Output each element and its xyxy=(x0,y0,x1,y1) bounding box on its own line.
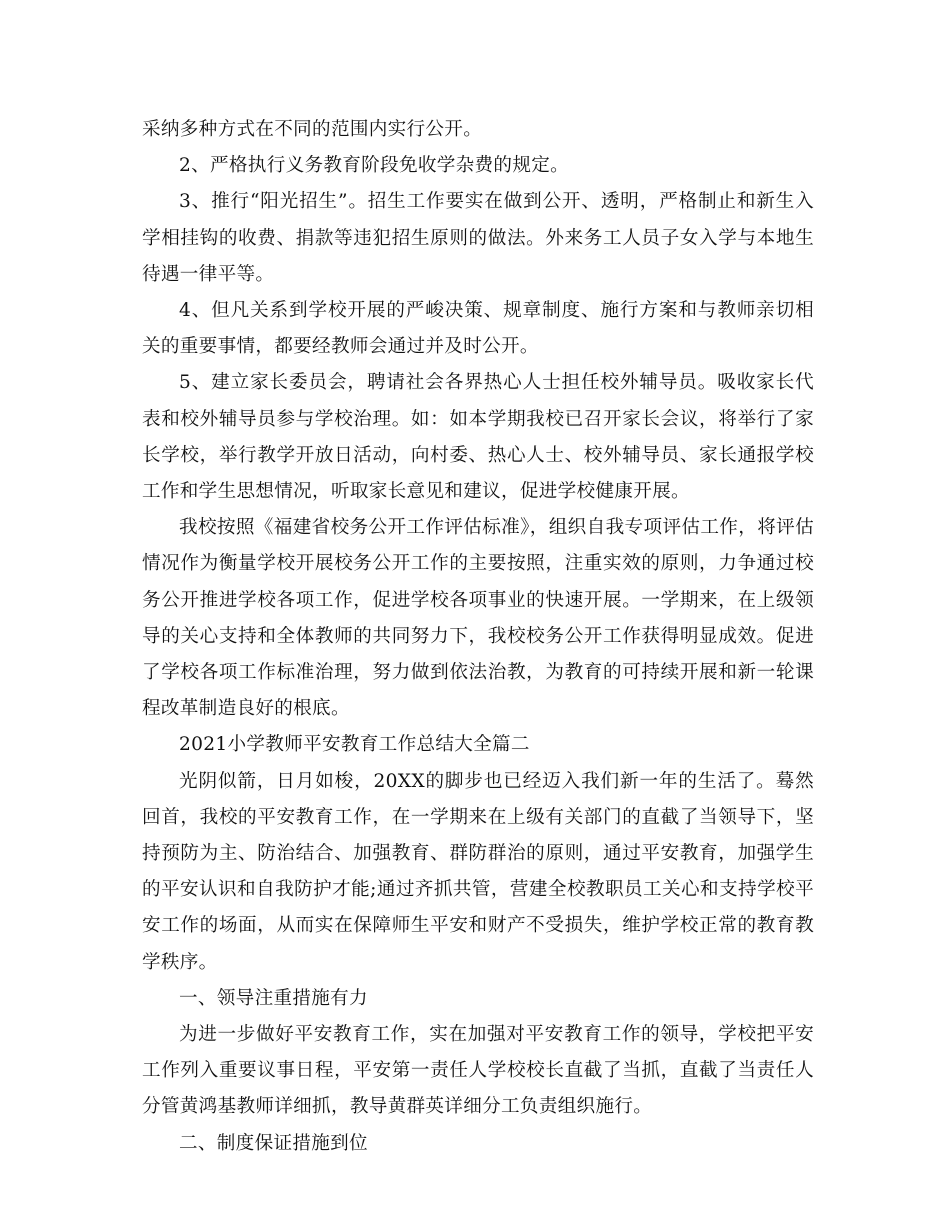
paragraph-continuation: 采纳多种方式在不同的范围内实行公开。 xyxy=(142,119,483,140)
document-body xyxy=(142,112,814,1162)
paragraph-item-2: 2、严格执行义务教育阶段免收学杂费的规定。 xyxy=(179,155,570,177)
subheading-system: 二、制度保证措施到位 xyxy=(179,1132,368,1154)
section-heading-part-two: 2021小学教师平安教育工作总结大全篇二 xyxy=(179,734,530,756)
paragraph-leadership: 为进一步做好平安教育工作，实在加强对平安教育工作的领导，学校把平安工作列入重要议事日程，平安第一责任人学校校长直截了当抓，直截了当责任人分管黄鸿基教师详细抓，教导黄群英详细分工负责组织施行。 xyxy=(142,1024,814,1118)
paragraph-item-5: 5、建立家长委员会，聘请社会各界热心人士担任校外辅导员。吸收家长代表和校外辅导员参与学校治理。如：如本学期我校已召开家长会议，将举行了家长学校，举行教学开放日活动，向村委、热心人士、校外辅导员、家长通报学校工作和学生思想情况，听取家长意见和建议，促进学校健康开展。 xyxy=(142,372,814,503)
paragraph-evaluation: 我校按照《福建省校务公开工作评估标准》，组织自我专项评估工作，将评估情况作为衡量学校开展校务公开工作的主要按照，注重实效的原则，力争通过校务公开推进学校各项工作，促进学校各项事业的快速开展。一学期来，在上级领导的关心支持和全体教师的共同努力下，我校校务公开工作获得明显成效。促进了学校各项工作标准治理，努力做到依法治教，为教育的可持续开展和新一轮课程改革制造良好的根底。 xyxy=(142,517,814,720)
paragraph-item-3: 3、推行“阳光招生”。招生工作要实在做到公开、透明，严格制止和新生入学相挂钩的收费、捐款等违犯招生原则的做法。外来务工人员子女入学与本地生待遇一律平等。 xyxy=(142,191,814,285)
paragraph-item-4: 4、但凡关系到学校开展的严峻决策、规章制度、施行方案和与教师亲切相关的重要事情，都要经教师会通过并及时公开。 xyxy=(142,300,814,358)
subheading-leadership: 一、领导注重措施有力 xyxy=(179,987,368,1009)
paragraph-intro: 光阴似箭，日月如梭，20XX的脚步也已经迈入我们新一年的生活了。蓦然回首，我校的平安教育工作，在一学期来在上级有关部门的直截了当领导下，坚持预防为主、防治结合、加强教育、群防群治的原则，通过平安教育，加强学生的平安认识和自我防护才能;通过齐抓共管，营建全校教职员工关心和支持学校平安工作的场面，从而实在保障师生平安和财产不受损失，维护学校正常的教育教学秩序。 xyxy=(142,770,814,973)
